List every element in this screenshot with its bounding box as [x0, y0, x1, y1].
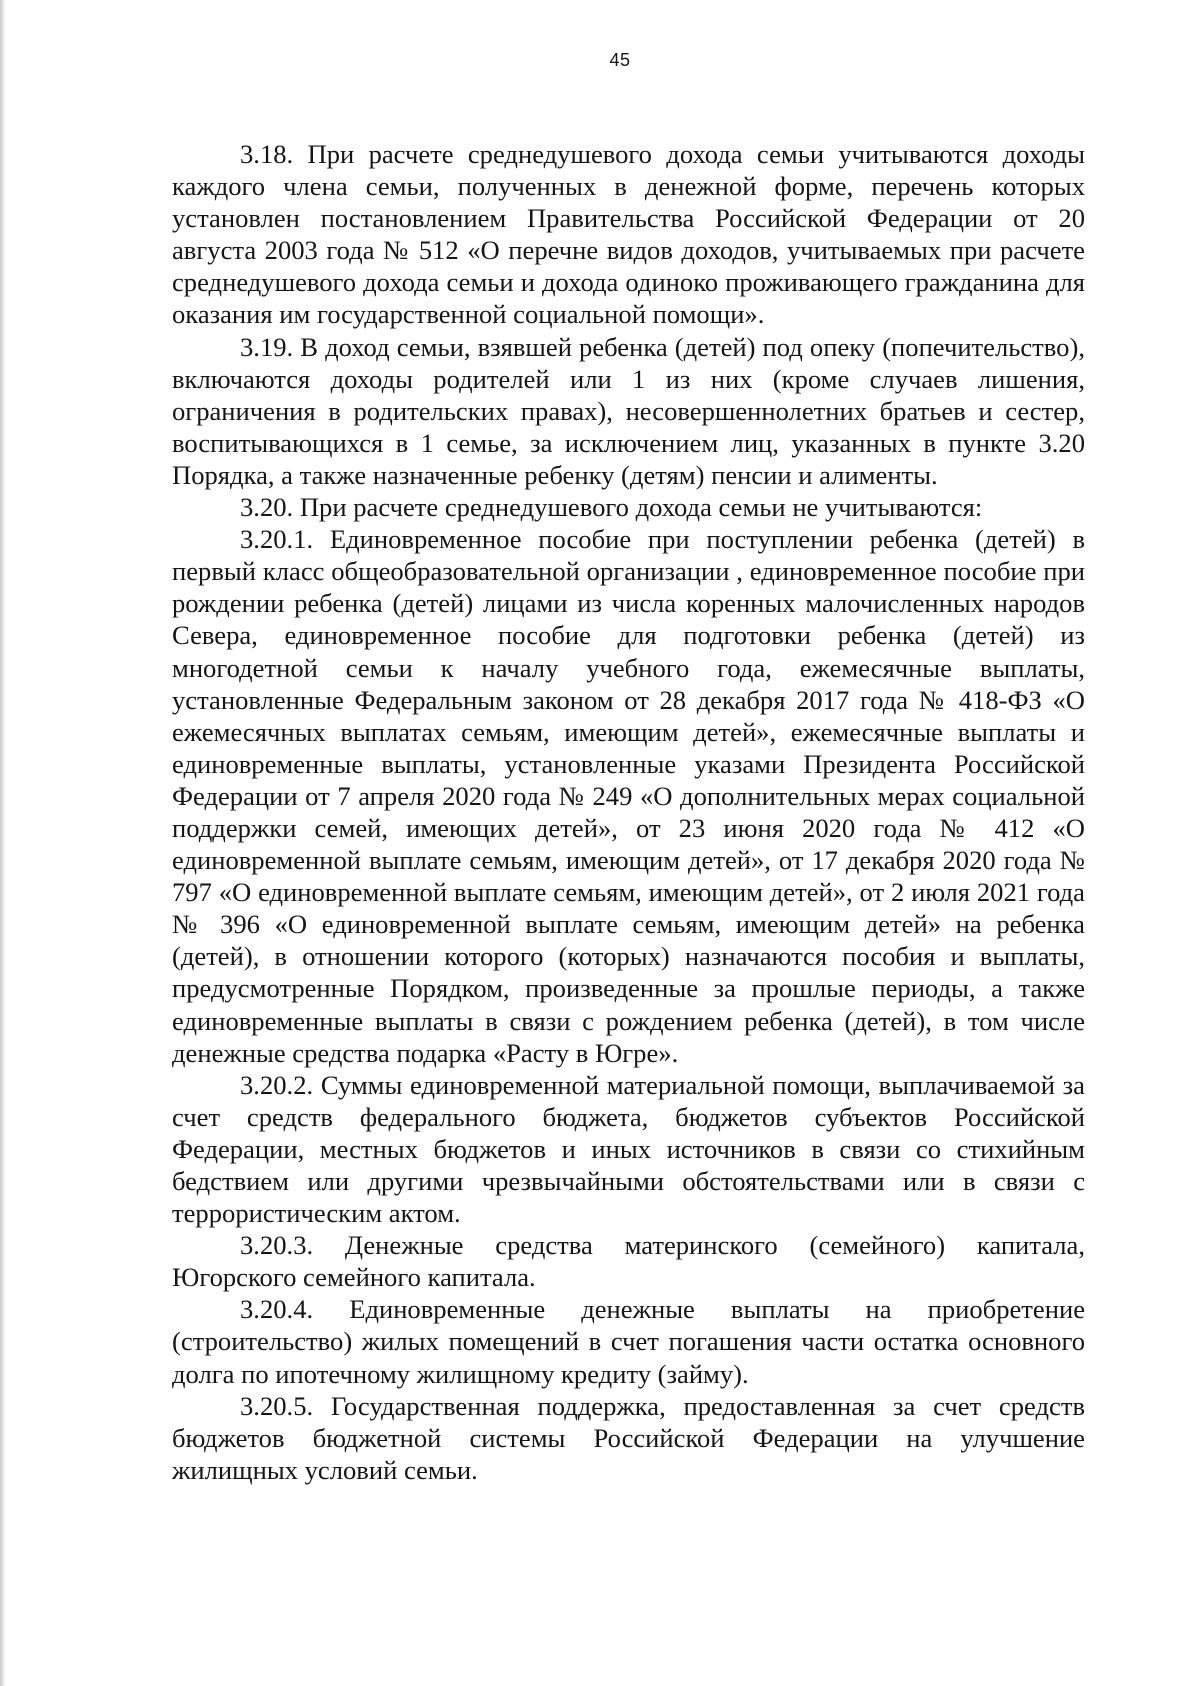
paragraph-3-20: 3.20. При расчете среднедушевого дохода семьи не учитываются:	[240, 492, 983, 523]
paragraph-3-20-2: 3.20.2. Суммы единовременной материальной помощи, выплачиваемой за счет средств федерального бюджета, бюджетов субъектов Российской Федерации, местных бюджетов и иных источников в связи со стихийным бедствием или другими чрезвычайными обстоятельствами или в связи с террористическим актом.	[172, 1069, 1085, 1229]
paragraph-3-20-3: 3.20.3. Денежные средства материнского (семейного) капитала, Югорского семейного капитала.	[172, 1230, 1085, 1293]
document-body	[172, 138, 1085, 1486]
paragraph-3-20-4: 3.20.4. Единовременные денежные выплаты на приобретение (строительство) жилых помещений в счет погашения части остатка основного долга по ипотечному жилищному кредиту (займу).	[172, 1294, 1085, 1389]
scan-edge	[0, 0, 6, 1686]
paragraph-3-20-5: 3.20.5. Государственная поддержка, предоставленная за счет средств бюджетов бюджетной системы Российской Федерации на улучшение жилищных условий семьи.	[172, 1390, 1085, 1485]
page-number: 45	[609, 50, 631, 70]
paragraph-3-20-1: 3.20.1. Единовременное пособие при поступлении ребенка (детей) в первый класс общеобразовательной организации , единовременное пособие при рождении ребенка (детей) лицами из числа коренных малочисленных народов Севера, единовременное пособие для подготовки ребенка (детей) из многодетной семьи к началу учебного года, ежемесячные выплаты, установленные Федеральным законом от 28 декабря 2017 года № 418-ФЗ «О ежемесячных выплатах семьям, имеющим детей», ежемесячные выплаты и единовременные выплаты, установленные указами Президента Российской Федерации от 7 апреля 2020 года № 249 «О дополнительных мерах социальной поддержки семей, имеющих детей», от 23 июня 2020 года № 412 «О единовременной выплате семьям, имеющим детей», от 17 декабря 2020 года № 797 «О единовременной выплате семьям, имеющим детей», от 2 июля 2021 года № 396 «О единовременной выплате семьям, имеющим детей» на ребенка (детей), в отношении которого (которых) назначаются пособия и выплаты, предусмотренные Порядком, произведенные за прошлые периоды, а также единовременные выплаты в связи с рождением ребенка (детей), в том числе денежные средства подарка «Расту в Югре».	[172, 524, 1085, 1068]
paragraph-3-18: 3.18. При расчете среднедушевого дохода семьи учитываются доходы каждого члена семьи, полученных в денежной форме, перечень которых установлен постановлением Правительства Российской Федерации от 20 августа 2003 года № 512 «О перечне видов доходов, учитываемых при расчете среднедушевого дохода семьи и дохода одиноко проживающего гражданина для оказания им государственной социальной помощи».	[172, 139, 1085, 330]
paragraph-3-19: 3.19. В доход семьи, взявшей ребенка (детей) под опеку (попечительство), включаются доходы родителей или 1 из них (кроме случаев лишения, ограничения в родительских правах), несовершеннолетних братьев и сестер, воспитывающихся в 1 семье, за исключением лиц, указанных в пункте 3.20 Порядка, а также назначенные ребенку (детям) пенсии и алименты.	[172, 331, 1085, 490]
